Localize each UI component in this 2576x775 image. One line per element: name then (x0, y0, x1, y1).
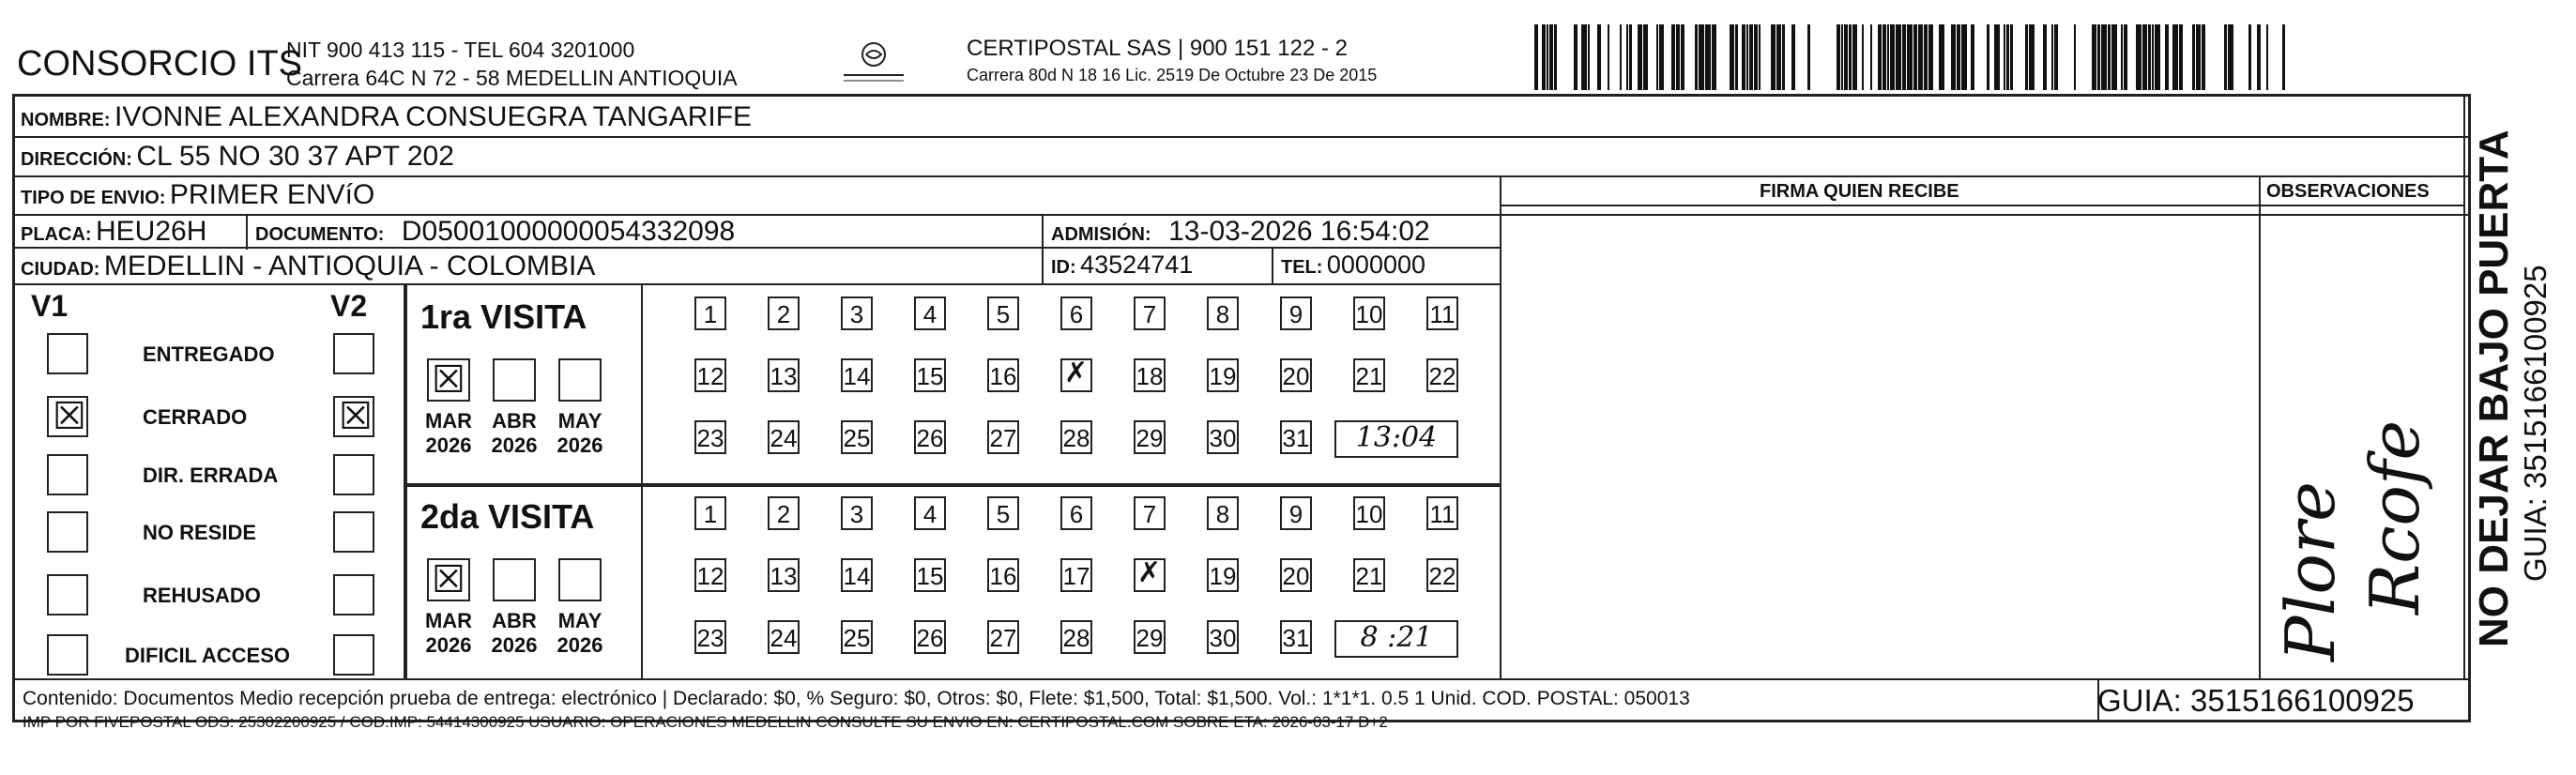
day-box[interactable]: 14 (841, 358, 873, 392)
tel-label: TEL: (1281, 257, 1323, 278)
placa-row (21, 216, 206, 248)
v1-checkbox[interactable] (47, 634, 88, 676)
day-box[interactable]: 11 (1426, 296, 1458, 330)
day-box[interactable]: 27 (987, 620, 1019, 654)
day-box[interactable]: 13 (768, 358, 800, 392)
company-info (286, 36, 738, 92)
day-box[interactable] (1134, 558, 1166, 592)
v1-checkbox[interactable] (47, 511, 88, 553)
certipostal-address: Carrera 80d N 18 16 Lic. 2519 De Octubre 23 De 2015 (967, 66, 1378, 84)
status-option-label: NO RESIDE (143, 521, 257, 544)
signature-scribble-2: Rcofe (2355, 419, 2434, 615)
v2-checkbox[interactable] (333, 396, 374, 437)
day-box[interactable]: 24 (768, 620, 800, 654)
day-box[interactable]: 21 (1353, 358, 1385, 392)
day-box[interactable]: 2 (768, 296, 800, 330)
tel-row (1281, 251, 1425, 280)
month-label: MAR 2026 (424, 409, 473, 457)
day-box[interactable]: 28 (1060, 620, 1092, 654)
ciudad-row (21, 251, 595, 282)
status-option-label: CERRADO (143, 405, 248, 429)
day-box[interactable]: 24 (768, 420, 800, 454)
day-box[interactable]: 8 (1207, 496, 1239, 530)
barcode (1534, 24, 2285, 90)
status-option-label: ENTREGADO (143, 342, 275, 366)
visit-title: 1ra VISITA (420, 297, 587, 336)
day-box[interactable]: 8 (1207, 296, 1239, 330)
admision-row (1051, 216, 1430, 248)
footer-content: Contenido: Documentos Medio recepción prueba de entrega: electrónico | Declarado: $0, % Seguro: $0, Otros: $0, Flete: $1,500, Total: $1,500. Vol.: 1*1*1. 0.5 1 Unid. COD. POSTAL: 050013 (23, 688, 1690, 709)
v2-checkbox[interactable] (333, 454, 374, 495)
v2-checkbox[interactable] (333, 333, 374, 374)
admision-label: ADMISIÓN: (1051, 224, 1151, 245)
day-box[interactable]: 10 (1353, 296, 1385, 330)
day-box[interactable]: 30 (1207, 420, 1239, 454)
day-box[interactable]: 18 (1134, 358, 1166, 392)
day-box[interactable]: 27 (987, 420, 1019, 454)
direccion-value: CL 55 NO 30 37 APT 202 (136, 141, 454, 172)
day-box[interactable]: 9 (1280, 296, 1312, 330)
month-checkbox[interactable] (558, 558, 602, 601)
x-mark-icon: ☒ (432, 359, 465, 401)
day-box[interactable]: 7 (1134, 496, 1166, 530)
day-box[interactable]: 7 (1134, 296, 1166, 330)
day-box[interactable]: 10 (1353, 496, 1385, 530)
v1-checkbox[interactable] (47, 396, 88, 437)
day-box[interactable]: 25 (841, 620, 873, 654)
v2-header: V2 (330, 289, 368, 323)
day-box[interactable]: 23 (694, 620, 726, 654)
day-box[interactable]: 25 (841, 420, 873, 454)
nombre-label: NOMBRE: (21, 110, 111, 130)
day-box[interactable]: 3 (841, 496, 873, 530)
tipo-row (21, 179, 374, 211)
day-box[interactable]: 5 (987, 496, 1019, 530)
visit-title: 2da VISITA (420, 497, 595, 536)
day-box[interactable]: 13 (768, 558, 800, 592)
day-box[interactable]: 23 (694, 420, 726, 454)
day-box[interactable]: 21 (1353, 558, 1385, 592)
certipostal-logo (840, 39, 907, 86)
month-label: MAY 2026 (556, 609, 603, 657)
day-box[interactable]: 31 (1280, 420, 1312, 454)
x-mark-icon: ✗ (1137, 557, 1162, 588)
day-box[interactable]: 2 (768, 496, 800, 530)
id-label: ID: (1051, 257, 1076, 278)
day-box[interactable]: 1 (694, 496, 726, 530)
month-checkbox[interactable] (427, 558, 470, 601)
day-box[interactable]: 26 (914, 420, 946, 454)
footer-guia: GUIA: 3515166100925 (2097, 683, 2415, 718)
day-box[interactable]: 15 (914, 358, 946, 392)
certipostal-name: CERTIPOSTAL SAS | 900 151 122 - 2 (967, 36, 1348, 61)
placa-value: HEU26H (96, 216, 207, 247)
day-box[interactable]: 30 (1207, 620, 1239, 654)
day-box[interactable]: 5 (987, 296, 1019, 330)
ciudad-value: MEDELLIN - ANTIOQUIA - COLOMBIA (103, 251, 596, 281)
observaciones-label: OBSERVACIONES (2266, 181, 2430, 202)
direccion-row (21, 141, 454, 173)
admision-value: 13-03-2026 16:54:02 (1168, 216, 1430, 247)
nombre-value: IVONNE ALEXANDRA CONSUEGRA TANGARIFE (114, 101, 753, 132)
month-label: MAR 2026 (424, 609, 473, 657)
v1-checkbox[interactable] (47, 454, 88, 495)
day-box[interactable]: 31 (1280, 620, 1312, 654)
day-box[interactable] (1060, 358, 1092, 392)
day-box[interactable]: 16 (987, 358, 1019, 392)
day-box[interactable]: 12 (694, 558, 726, 592)
day-box[interactable]: 9 (1280, 496, 1312, 530)
month-label: ABR 2026 (491, 409, 538, 457)
status-option-label: DIFICIL ACCESO (125, 644, 291, 667)
day-box[interactable]: 22 (1426, 558, 1458, 592)
footer-imp: IMP POR FIVEPOSTAL ODS: 25302200925 / COD.IMP: 54414300925 USUARIO: OPERACIONES MEDELLIN CONSULTE SU ENVIO EN: CERTIPOSTAL.COM SOBRE ETA: 2026-03-17 D+2 (23, 713, 1388, 731)
documento-value: D05001000000054332098 (401, 216, 736, 247)
day-box[interactable]: 26 (914, 620, 946, 654)
day-box[interactable]: 4 (914, 296, 946, 330)
day-box[interactable]: 4 (914, 496, 946, 530)
side-guia: GUIA: 3515166100925 (2518, 265, 2553, 582)
day-box[interactable]: 12 (694, 358, 726, 392)
day-box[interactable]: 1 (694, 296, 726, 330)
direccion-label: DIRECCIÓN: (21, 149, 132, 170)
status-option-label: REHUSADO (143, 584, 261, 607)
visit-time-box[interactable]: 13:04 (1334, 420, 1458, 458)
day-box[interactable]: 15 (914, 558, 946, 592)
form-frame (12, 94, 2471, 722)
day-box[interactable]: 29 (1134, 420, 1166, 454)
id-value: 43524741 (1080, 251, 1194, 279)
visit-time-box[interactable]: 8 :21 (1334, 620, 1458, 658)
v1-header: V1 (31, 289, 69, 323)
documento-row (255, 216, 735, 248)
month-checkbox[interactable] (427, 358, 470, 402)
nombre-row (21, 101, 752, 133)
ciudad-label: CIUDAD: (21, 259, 100, 280)
month-checkbox[interactable] (558, 358, 602, 402)
documento-label: DOCUMENTO: (255, 224, 385, 245)
status-option-label: DIR. ERRADA (143, 463, 279, 487)
id-row (1051, 251, 1193, 280)
company-address: Carrera 64C N 72 - 58 MEDELLIN ANTIOQUIA (286, 66, 738, 90)
tel-value: 0000000 (1326, 251, 1426, 279)
day-box[interactable]: 11 (1426, 496, 1458, 530)
month-label: ABR 2026 (491, 609, 538, 657)
v2-checkbox[interactable] (333, 574, 374, 615)
tipo-value: PRIMER ENVíO (169, 179, 375, 210)
day-box[interactable]: 20 (1280, 558, 1312, 592)
day-box[interactable]: 19 (1207, 358, 1239, 392)
day-box[interactable]: 19 (1207, 558, 1239, 592)
day-box[interactable]: 29 (1134, 620, 1166, 654)
side-warning: NO DEJAR BAJO PUERTA (2471, 129, 2517, 647)
x-mark-icon: ✗ (1064, 357, 1089, 388)
day-box[interactable]: 3 (841, 296, 873, 330)
day-box[interactable]: 6 (1060, 496, 1092, 530)
day-box[interactable]: 20 (1280, 358, 1312, 392)
x-mark-icon: ☒ (432, 559, 465, 600)
day-box[interactable]: 22 (1426, 358, 1458, 392)
month-checkbox[interactable] (493, 358, 536, 402)
month-checkbox[interactable] (493, 558, 536, 601)
placa-label: PLACA: (21, 224, 92, 245)
x-mark-icon: ☒ (339, 396, 373, 437)
day-box[interactable]: 16 (987, 558, 1019, 592)
v2-checkbox[interactable] (333, 634, 374, 676)
tipo-label: TIPO DE ENVIO: (21, 188, 166, 208)
day-box[interactable]: 14 (841, 558, 873, 592)
certipostal-info (967, 36, 1377, 88)
day-box[interactable]: 17 (1060, 558, 1092, 592)
day-box[interactable]: 28 (1060, 420, 1092, 454)
company-name: CONSORCIO ITS (17, 44, 303, 84)
v2-checkbox[interactable] (333, 511, 374, 553)
v1-checkbox[interactable] (47, 574, 88, 615)
month-label: MAY 2026 (556, 409, 603, 457)
firma-label: FIRMA QUIEN RECIBE (1760, 181, 1959, 202)
signature-scribble-1: Plore (2271, 481, 2350, 661)
x-mark-icon: ☒ (53, 396, 86, 437)
day-box[interactable]: 6 (1060, 296, 1092, 330)
company-nit: NIT 900 413 115 - TEL 604 3201000 (286, 38, 635, 62)
v1-checkbox[interactable] (47, 333, 88, 374)
